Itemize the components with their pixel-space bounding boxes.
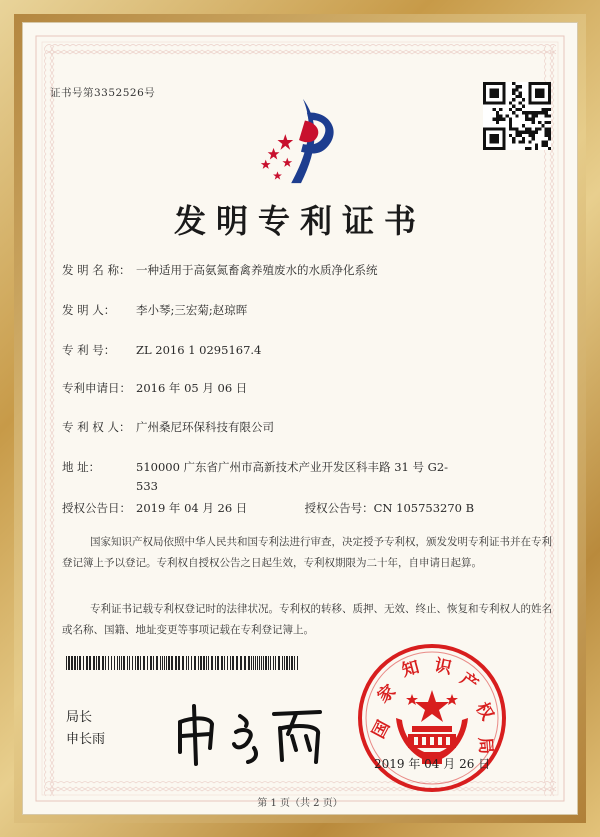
grant-row bbox=[62, 500, 474, 516]
seal-date: 2019 年 04 月 26 日 bbox=[374, 757, 491, 771]
field-value: 广州桑尼环保科技有限公司 bbox=[136, 420, 274, 434]
field-row bbox=[62, 419, 274, 435]
director-name: 申长雨 bbox=[66, 732, 106, 747]
patent-office-logo-icon bbox=[252, 92, 350, 192]
field-value: 2016 年 05 月 06 日 bbox=[136, 381, 248, 395]
svg-text:产: 产 bbox=[456, 668, 482, 696]
field-label: 发 明 人： bbox=[62, 303, 116, 317]
grant-pub-label: 授权公告号： bbox=[304, 501, 374, 515]
field-label: 专 利 号： bbox=[62, 343, 116, 357]
grant-date-value: 2019 年 04 月 26 日 bbox=[136, 501, 248, 515]
certificate-paper bbox=[22, 22, 578, 815]
field-row bbox=[62, 302, 247, 318]
certificate-number: 证书号第3352526号 bbox=[50, 87, 156, 99]
svg-text:权: 权 bbox=[471, 699, 498, 724]
field-label: 地 址： bbox=[62, 460, 101, 474]
grant-pub-value: CN 105753270 B bbox=[373, 501, 475, 515]
legal-paragraph-1: 国家知识产权局依照中华人民共和国专利法进行审查，决定授予专利权，颁发发明专利证书并在专利登记簿上予以登记。专利权自授权公告之日起生效，专利权期限为二十年，自申请日起算。 bbox=[62, 536, 552, 569]
legal-paragraph-2: 专利证书记载专利权登记时的法律状况。专利权的转移、质押、无效、终止、恢复和专利权人的姓名或名称、国籍、地址变更等事项记载在专利登记簿上。 bbox=[62, 603, 552, 636]
field-value: ZL 2016 1 0295167.4 bbox=[136, 343, 262, 357]
field-value: 510000 广东省广州市高新技术产业开发区科丰路 31 号 G2- bbox=[136, 460, 449, 474]
field-row bbox=[62, 380, 247, 396]
field-label: 发 明 名 称： bbox=[62, 263, 131, 277]
field-row bbox=[62, 342, 261, 358]
director-title: 局长 bbox=[66, 710, 93, 725]
page-number: 第 1 页（共 2 页） bbox=[257, 798, 343, 809]
field-row bbox=[62, 479, 158, 493]
field-row bbox=[62, 459, 448, 475]
svg-text:知: 知 bbox=[399, 657, 422, 682]
svg-text:国: 国 bbox=[368, 717, 395, 742]
field-value: 一种适用于高氨氮畜禽养殖废水的水质净化系统 bbox=[136, 263, 378, 277]
field-value: 533 bbox=[136, 479, 158, 493]
field-label: 专 利 权 人： bbox=[62, 420, 131, 434]
field-row bbox=[62, 262, 378, 278]
field-value: 李小琴;三宏菊;赵琼晖 bbox=[136, 303, 248, 317]
grant-date-label: 授权公告日： bbox=[62, 501, 131, 515]
svg-text:识: 识 bbox=[432, 655, 454, 679]
qr-code-icon bbox=[483, 82, 551, 150]
director-signature bbox=[170, 698, 340, 770]
certificate-title: 发明专利证书 bbox=[173, 202, 426, 240]
svg-text:局: 局 bbox=[474, 736, 496, 755]
barcode-icon bbox=[66, 656, 298, 670]
field-label: 专利申请日： bbox=[62, 381, 131, 395]
svg-text:家: 家 bbox=[373, 681, 400, 708]
